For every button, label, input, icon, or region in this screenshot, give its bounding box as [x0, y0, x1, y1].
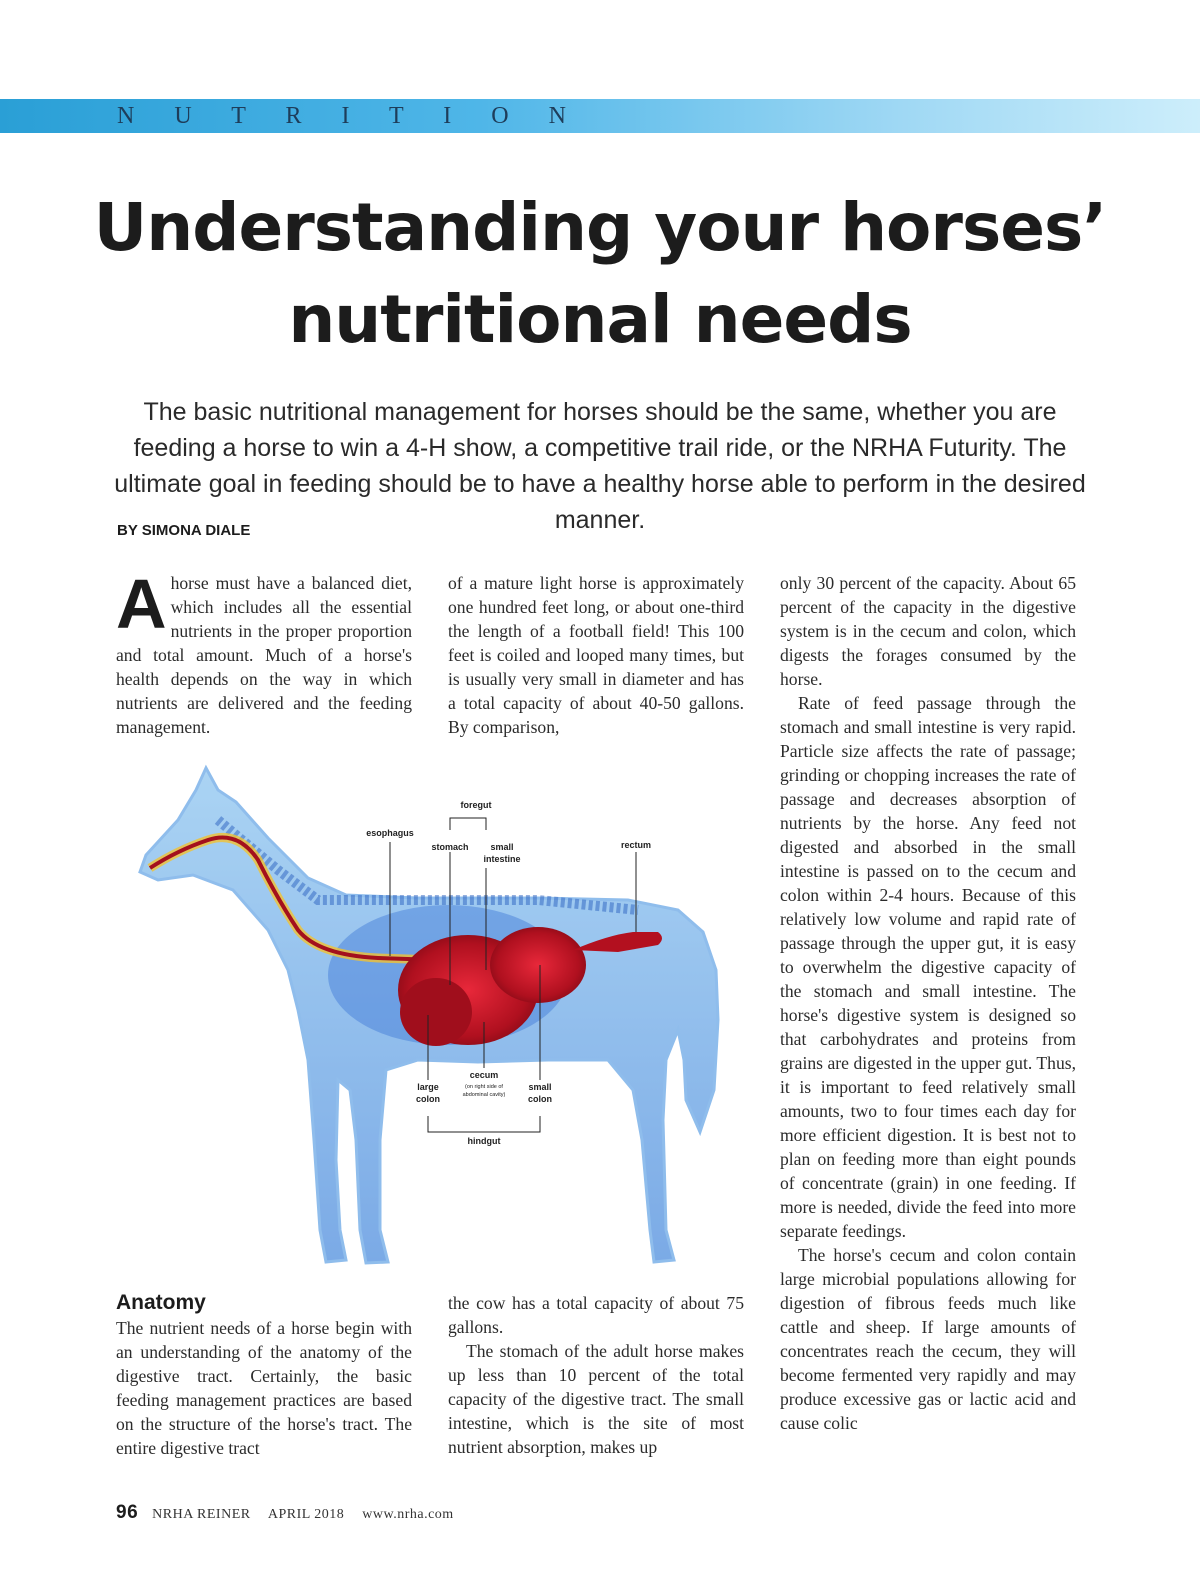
title-line-2: nutritional needs: [288, 281, 912, 358]
column-2-paragraph: of a mature light horse is approximately one hundred feet long, or about one-third the length of a football field! This 100 feet is coiled and looped many times, but is usually very small in diameter and has a total capacity of about 40-50 gallons. By comparison,: [448, 573, 744, 737]
section-label: N U T R I T I O N: [117, 103, 583, 129]
label-cecum: cecum: [469, 1070, 499, 1080]
article-dek: The basic nutritional management for horses should be the same, whether you are feeding a horse to win a 4-H show, a competitive trail ride, or the NRHA Futurity. The ultimate goal in feeding should be to have a healthy horse able to perform in the desired manner.: [114, 398, 1086, 534]
section-banner: [0, 99, 1200, 133]
page-footer: [116, 1502, 468, 1524]
byline: BY SIMONA DIALE: [117, 522, 251, 539]
column-1-top: [116, 565, 412, 739]
title-line-1: Understanding your horses’: [93, 189, 1107, 266]
label-large-colon-2: colon: [416, 1094, 440, 1104]
column-1-bottom: [116, 1290, 412, 1460]
label-large-colon-1: large: [417, 1082, 439, 1092]
column-2-bottom-paragraph-2: The stomach of the adult horse makes up less than 10 percent of the total capacity of the digestive tract. The small intestine, which is the site of most nutrient absorption, makes up: [448, 1341, 744, 1457]
magazine-name: NRHA REINER: [152, 1507, 251, 1522]
anatomy-paragraph: The nutrient needs of a horse begin with an understanding of the anatomy of the digestive tract. Certainly, the basic feeding management practices are based on the structure of the horse's tract. The entire digestive tract: [116, 1318, 412, 1458]
article-title: [0, 182, 1200, 366]
drop-cap: A: [116, 565, 167, 643]
label-hindgut: hindgut: [467, 1136, 501, 1146]
column-2-bottom: [448, 1291, 744, 1459]
anatomy-subhead: Anatomy: [116, 1291, 206, 1314]
horse-illustration: [118, 760, 738, 1280]
column-3-paragraph-1: only 30 percent of the capacity. About 65 percent of the capacity in the digestive system is in the cecum and colon, which digests the forages consumed by the horse.: [780, 573, 1076, 689]
label-small-intestine-1: small: [490, 842, 514, 852]
page-number: 96: [116, 1502, 139, 1523]
column-3: [780, 571, 1076, 1435]
label-stomach: stomach: [431, 842, 469, 852]
label-cecum-note-2: abdominal cavity): [462, 1092, 506, 1098]
label-small-colon-1: small: [528, 1082, 552, 1092]
intro-paragraph: Ahorse must have a balanced diet, which includes all the essential nutrients in the proper proportion and total amount. Much of a horse's health depends on the way in which nutrients are delivered and the feeding management.: [116, 565, 412, 737]
column-3-paragraph-3: The horse's cecum and colon contain large microbial populations allowing for digestion of fibrous feeds much like cattle and sheep. If large amounts of concentrates reach the cecum, they will become fermented very rapidly and may produce excessive gas or lactic acid and cause colic: [780, 1245, 1076, 1433]
column-2-bottom-paragraph-1: the cow has a total capacity of about 75 gallons.: [448, 1293, 744, 1337]
label-small-intestine-2: intestine: [483, 854, 521, 864]
horse-digestive-diagram: [118, 760, 738, 1280]
label-small-colon-2: colon: [528, 1094, 552, 1104]
column-3-paragraph-2: Rate of feed passage through the stomach and small intestine is very rapid. Particle size affects the rate of passage; grinding or chopping increases the rate of passage and decreases absorption of nutrients by the horse. Any feed not digested and absorbed in the small intestine is passed on to the cecum and colon within 2-4 hours. Because of this relatively low volume and rapid rate of passage through the upper gut, it is easy to overwhelm the digestive capacity of the stomach and small intestine. The horse's digestive system is designed so that carbohydrates and proteins from grains are digested in the upper gut. Thus, it is important to feed relatively small amounts, two to four times each day for more efficient digestion. It is best not to plan on feeding more than eight pounds of concentrate (grain) in one feeding. If more is needed, divide the feed into more separate feedings.: [780, 693, 1076, 1241]
issue-date: APRIL 2018: [267, 1507, 345, 1522]
label-cecum-note-1: (on right side of: [465, 1084, 503, 1090]
column-2-top: [448, 571, 744, 739]
label-esophagus: esophagus: [366, 828, 414, 838]
label-foregut: foregut: [460, 800, 492, 810]
website-url: www.nrha.com: [362, 1507, 454, 1522]
label-rectum: rectum: [620, 840, 652, 850]
